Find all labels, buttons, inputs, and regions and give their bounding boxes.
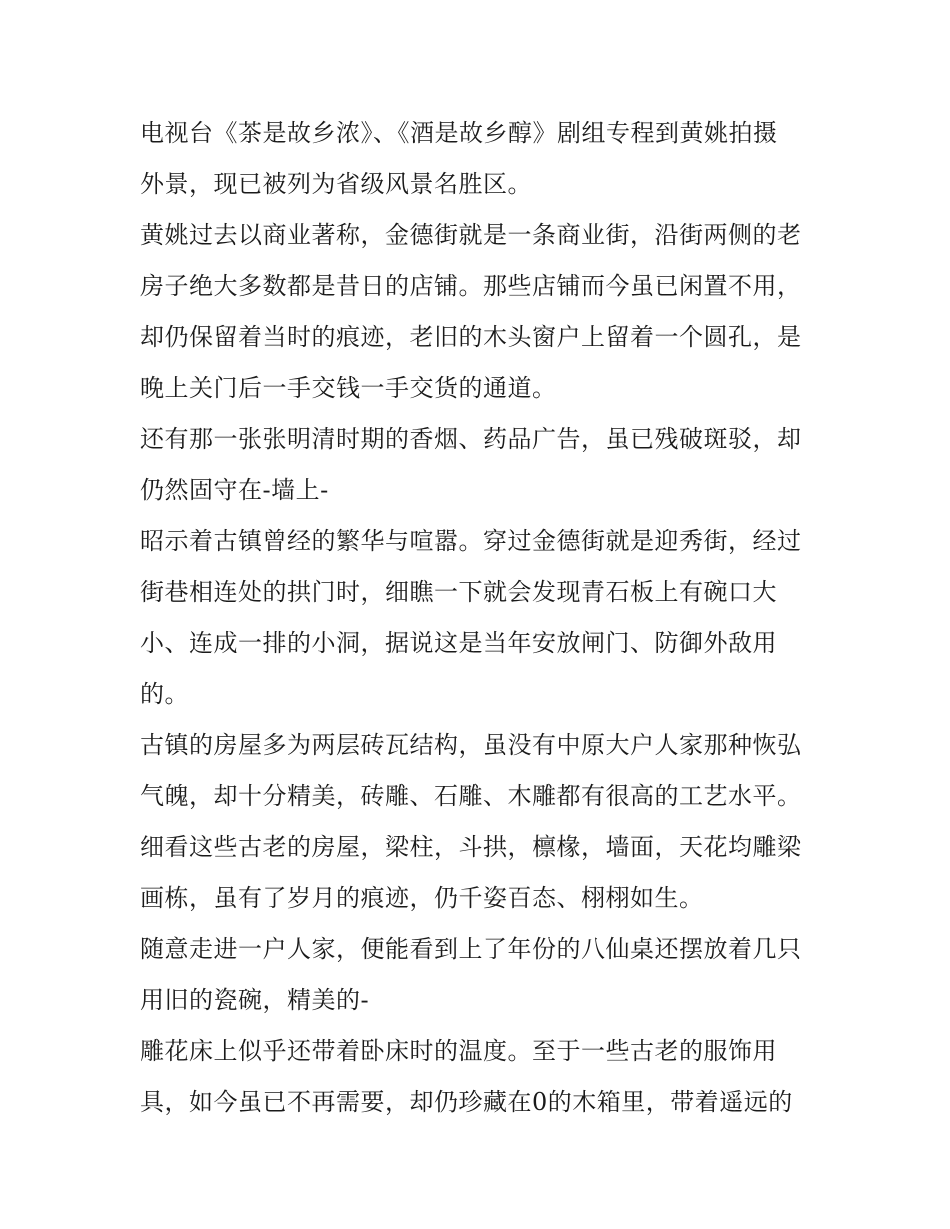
text-line: 气魄，却十分精美，砖雕、石雕、木雕都有很高的工艺水平。 [140, 782, 802, 810]
text-line: 房子绝大多数都是昔日的店铺。那些店铺而今虽已闲置不用， [140, 272, 802, 300]
text-line: 具，如今虽已不再需要，却仍珍藏在0的木箱里，带着遥远的 [140, 1088, 793, 1116]
text-line: 细看这些古老的房屋，梁柱，斗拱，檩椽，墙面，天花均雕梁 [140, 833, 802, 861]
text-line: 雕花床上似乎还带着卧床时的温度。至于一些古老的服饰用 [140, 1037, 777, 1065]
text-line: 画栋，虽有了岁月的痕迹，仍千姿百态、栩栩如生。 [140, 884, 704, 912]
text-line: 街巷相连处的拱门时，细瞧一下就会发现青石板上有碗口大 [140, 578, 777, 606]
text-line: 用旧的瓷碗，精美的- [140, 986, 370, 1014]
text-line: 晚上关门后一手交钱一手交货的通道。 [140, 374, 557, 402]
text-line: 小、连成一排的小洞，据说这是当年安放闸门、防御外敌用 [140, 629, 777, 657]
text-line: 昭示着古镇曾经的繁华与喧嚣。穿过金德街就是迎秀街，经过 [140, 527, 802, 555]
text-line: 随意走进一户人家，便能看到上了年份的八仙桌还摆放着几只 [140, 935, 802, 963]
text-line: 黄姚过去以商业著称，金德街就是一条商业街，沿街两侧的老 [140, 221, 802, 249]
text-line: 外景，现已被列为省级风景名胜区。 [140, 170, 532, 198]
text-line: 仍然固守在-墙上- [140, 476, 329, 504]
text-line: 电视台《茶是故乡浓》、《酒是故乡醇》剧组专程到黄姚拍摄 [140, 119, 778, 147]
text-line: 的。 [140, 680, 189, 708]
text-line: 还有那一张张明清时期的香烟、药品广告，虽已残破斑驳，却 [140, 425, 802, 453]
text-line: 古镇的房屋多为两层砖瓦结构，虽没有中原大户人家那种恢弘 [140, 731, 802, 759]
document-body [140, 108, 820, 1128]
text-line: 却仍保留着当时的痕迹，老旧的木头窗户上留着一个圆孔，是 [140, 323, 802, 351]
